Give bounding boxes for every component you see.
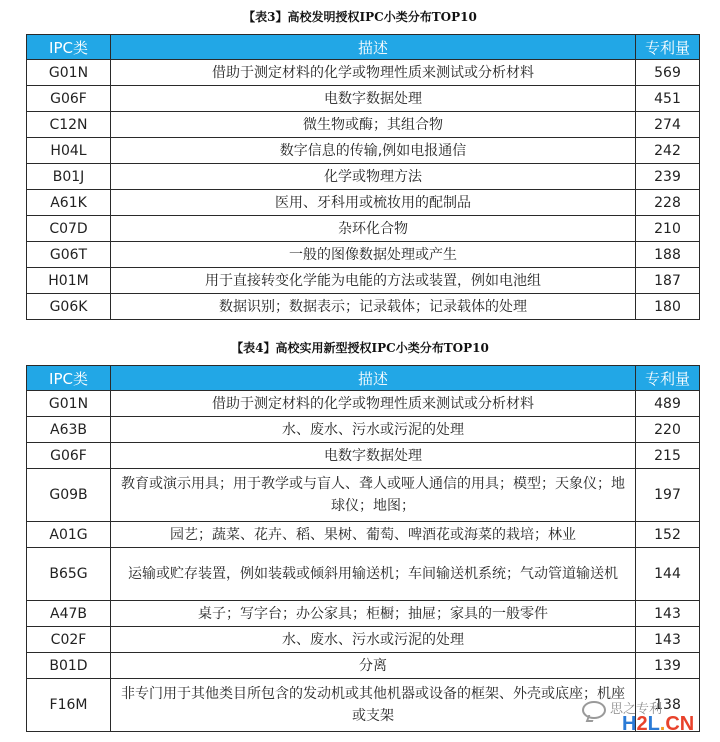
description-cell: 教育或演示用具；用于教学或与盲人、聋人或哑人通信的用具；模型；天象仪；地球仪；地图； bbox=[111, 469, 636, 522]
description-cell: 非专门用于其他类目所包含的发动机或其他机器或设备的框架、外壳或底座；机座或支架 bbox=[111, 679, 636, 732]
table-row bbox=[27, 294, 700, 320]
description-cell: 借助于测定材料的化学或物理性质来测试或分析材料 bbox=[111, 60, 636, 86]
count-cell: 210 bbox=[636, 216, 700, 242]
description-cell: 电数字数据处理 bbox=[111, 86, 636, 112]
description-cell: 运输或贮存装置，例如装载或倾斜用输送机；车间输送机系统；气动管道输送机 bbox=[111, 548, 636, 601]
description-cell: 桌子；写字台；办公家具；柜橱；抽屉；家具的一般零件 bbox=[111, 601, 636, 627]
ipc-cell: A61K bbox=[27, 190, 111, 216]
table-row bbox=[27, 417, 700, 443]
column-header-ipc: IPC类 bbox=[27, 366, 111, 391]
count-cell: 188 bbox=[636, 242, 700, 268]
h2l-logo: H2L.CN bbox=[622, 713, 695, 735]
count-cell: 197 bbox=[636, 469, 700, 522]
table-row bbox=[27, 112, 700, 138]
count-cell: 152 bbox=[636, 522, 700, 548]
table-row bbox=[27, 469, 700, 522]
table-row bbox=[27, 164, 700, 190]
count-cell: 180 bbox=[636, 294, 700, 320]
description-cell: 电数字数据处理 bbox=[111, 443, 636, 469]
count-cell: 569 bbox=[636, 60, 700, 86]
ipc-cell: A63B bbox=[27, 417, 111, 443]
description-cell: 医用、牙科用或梳妆用的配制品 bbox=[111, 190, 636, 216]
ipc-cell: G06F bbox=[27, 86, 111, 112]
table-row bbox=[27, 391, 700, 417]
count-cell: 215 bbox=[636, 443, 700, 469]
table-row bbox=[27, 190, 700, 216]
table-row bbox=[27, 522, 700, 548]
ipc-cell: G01N bbox=[27, 60, 111, 86]
column-header-desc: 描述 bbox=[111, 366, 636, 391]
ipc-cell: F16M bbox=[27, 679, 111, 732]
description-cell: 数据识别；数据表示；记录载体；记录载体的处理 bbox=[111, 294, 636, 320]
description-cell: 借助于测定材料的化学或物理性质来测试或分析材料 bbox=[111, 391, 636, 417]
ipc-cell: H01M bbox=[27, 268, 111, 294]
description-cell: 分离 bbox=[111, 653, 636, 679]
count-cell: 228 bbox=[636, 190, 700, 216]
watermark bbox=[582, 698, 712, 736]
wechat-chat-icon bbox=[582, 701, 606, 719]
count-cell: 143 bbox=[636, 601, 700, 627]
column-header-ipc: IPC类 bbox=[27, 35, 111, 60]
table-row bbox=[27, 627, 700, 653]
description-cell: 园艺；蔬菜、花卉、稻、果树、葡萄、啤酒花或海菜的栽培；林业 bbox=[111, 522, 636, 548]
description-cell: 数字信息的传输,例如电报通信 bbox=[111, 138, 636, 164]
count-cell: 139 bbox=[636, 653, 700, 679]
table-row bbox=[27, 601, 700, 627]
column-header-count: 专利量 bbox=[636, 366, 700, 391]
count-cell: 138 bbox=[636, 679, 700, 732]
ipc-cell: G06F bbox=[27, 443, 111, 469]
table4 bbox=[26, 365, 700, 732]
description-cell: 水、废水、污水或污泥的处理 bbox=[111, 627, 636, 653]
table-row bbox=[27, 443, 700, 469]
description-cell: 微生物或酶；其组合物 bbox=[111, 112, 636, 138]
description-cell: 一般的图像数据处理或产生 bbox=[111, 242, 636, 268]
description-cell: 水、废水、污水或污泥的处理 bbox=[111, 417, 636, 443]
ipc-cell: G06K bbox=[27, 294, 111, 320]
description-cell: 杂环化合物 bbox=[111, 216, 636, 242]
description-cell: 化学或物理方法 bbox=[111, 164, 636, 190]
column-header-desc: 描述 bbox=[111, 35, 636, 60]
count-cell: 239 bbox=[636, 164, 700, 190]
column-header-count: 专利量 bbox=[636, 35, 700, 60]
table-row bbox=[27, 60, 700, 86]
ipc-cell: G01N bbox=[27, 391, 111, 417]
table3 bbox=[26, 34, 700, 320]
count-cell: 489 bbox=[636, 391, 700, 417]
ipc-cell: G06T bbox=[27, 242, 111, 268]
table3-header-row bbox=[27, 35, 700, 60]
ipc-cell: B65G bbox=[27, 548, 111, 601]
count-cell: 451 bbox=[636, 86, 700, 112]
ipc-cell: C02F bbox=[27, 627, 111, 653]
table-row bbox=[27, 242, 700, 268]
table3-caption: 【表3】高校发明授权IPC小类分布TOP10 bbox=[243, 10, 477, 24]
table-row bbox=[27, 138, 700, 164]
table4-caption: 【表4】高校实用新型授权IPC小类分布TOP10 bbox=[231, 341, 489, 355]
ipc-cell: B01D bbox=[27, 653, 111, 679]
description-cell: 用于直接转变化学能为电能的方法或装置，例如电池组 bbox=[111, 268, 636, 294]
table-row bbox=[27, 653, 700, 679]
count-cell: 144 bbox=[636, 548, 700, 601]
ipc-cell: A47B bbox=[27, 601, 111, 627]
ipc-cell: G09B bbox=[27, 469, 111, 522]
ipc-cell: B01J bbox=[27, 164, 111, 190]
table-row bbox=[27, 216, 700, 242]
ipc-cell: C07D bbox=[27, 216, 111, 242]
count-cell: 143 bbox=[636, 627, 700, 653]
table4-header-row bbox=[27, 366, 700, 391]
table-row bbox=[27, 86, 700, 112]
count-cell: 187 bbox=[636, 268, 700, 294]
count-cell: 274 bbox=[636, 112, 700, 138]
watermark-text: 思之专利 bbox=[610, 702, 663, 717]
table-row bbox=[27, 268, 700, 294]
ipc-cell: A01G bbox=[27, 522, 111, 548]
count-cell: 220 bbox=[636, 417, 700, 443]
ipc-cell: H04L bbox=[27, 138, 111, 164]
table-row bbox=[27, 548, 700, 601]
count-cell: 242 bbox=[636, 138, 700, 164]
ipc-cell: C12N bbox=[27, 112, 111, 138]
